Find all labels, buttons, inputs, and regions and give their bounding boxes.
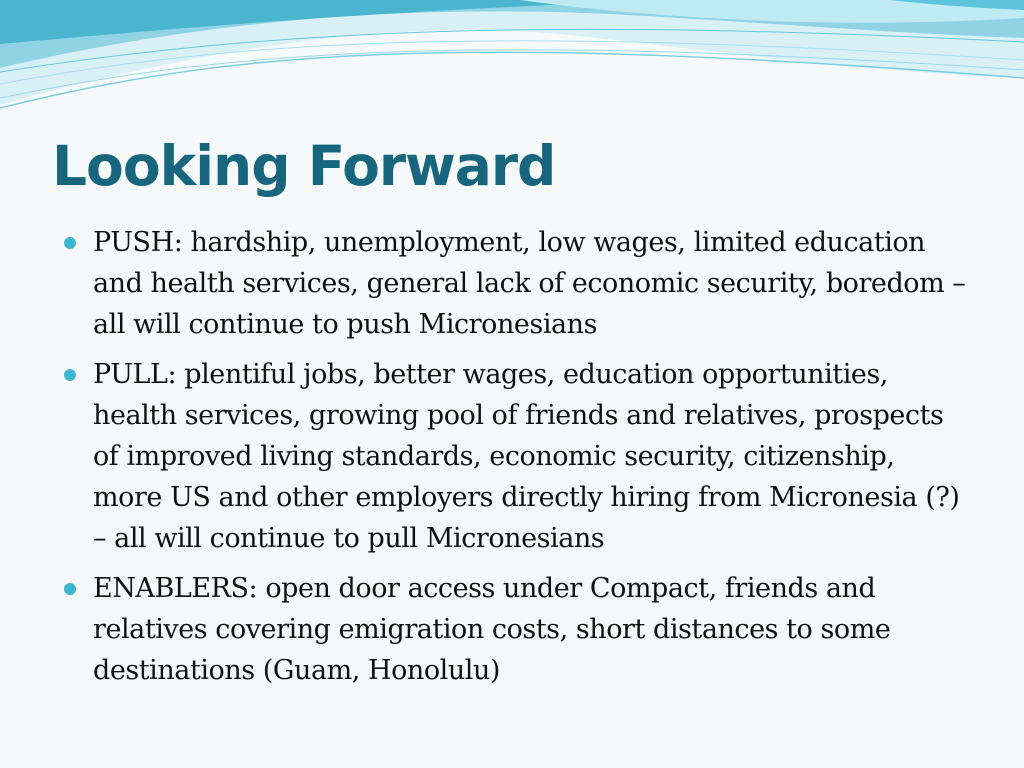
bullet-dot-icon: [64, 237, 76, 249]
slide-title: Looking Forward: [52, 134, 556, 198]
bullet-item-pull: [64, 354, 969, 559]
bullet-text-enablers: ENABLERS: open door access under Compact, friends and relatives covering emigration costs, short distances to some destinations (Guam, Honolulu): [93, 573, 891, 686]
bullet-dot-icon: [64, 583, 76, 595]
bullet-item-push: [64, 222, 969, 345]
bullet-dot-icon: [64, 369, 76, 381]
bullet-text-pull: PULL: plentiful jobs, better wages, education opportunities, health services, growing pool of friends and relatives, prospects of improved living standards, economic security, citizenship, more US and other employers directly hiring from Micronesia (?) – all will continue to pull Micronesians: [93, 359, 960, 554]
bullet-text-push: PUSH: hardship, unemployment, low wages, limited education and health services, general lack of economic security, boredom – all will continue to push Micronesians: [93, 227, 966, 340]
bullet-item-enablers: [64, 568, 969, 691]
header-wave-decoration: [0, 0, 1024, 140]
bullet-list: [64, 222, 969, 700]
